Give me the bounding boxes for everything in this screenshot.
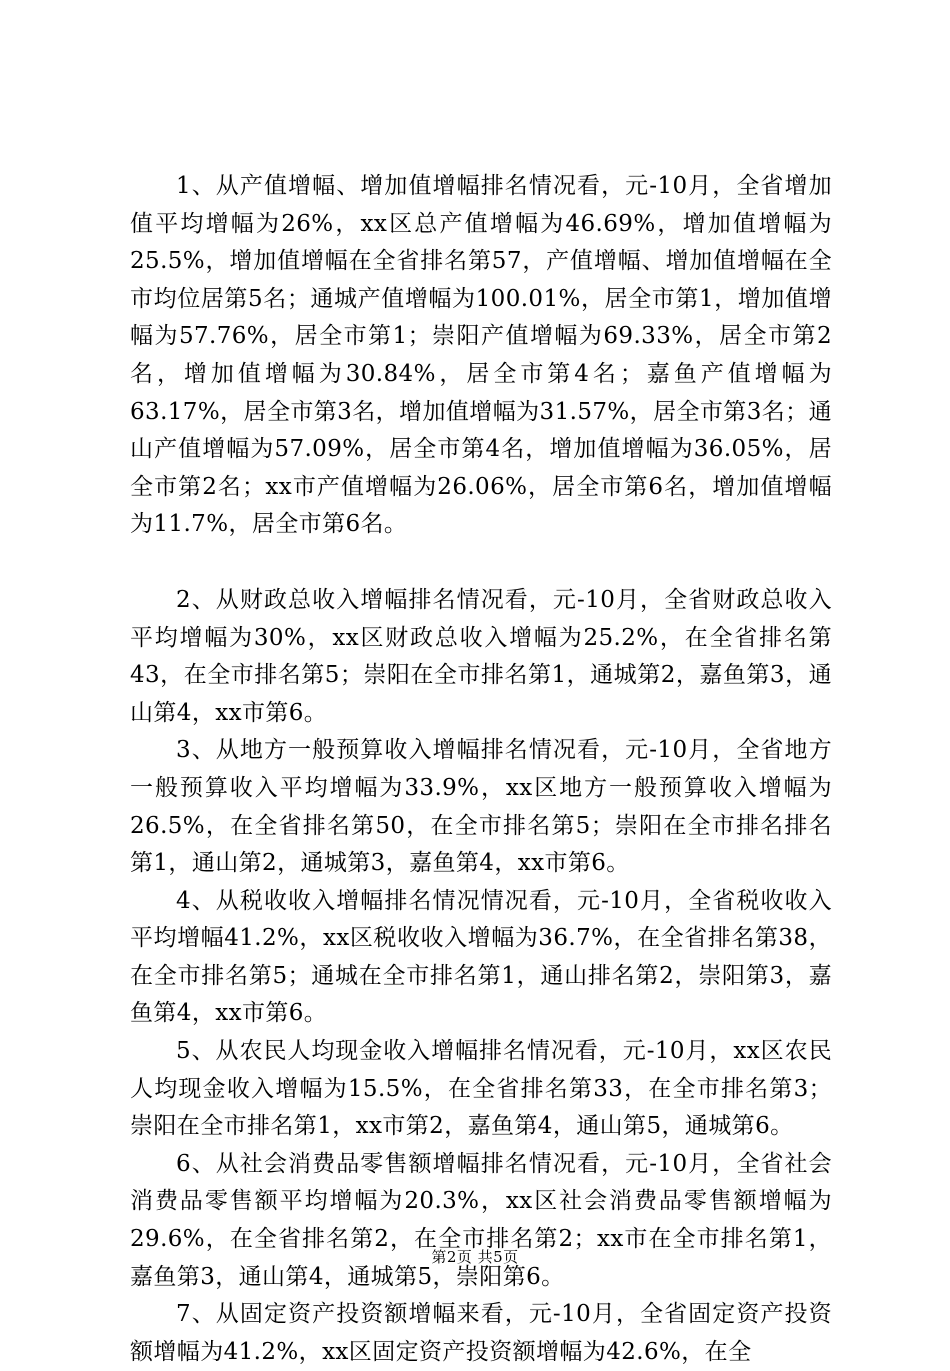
paragraph-7: 7、从固定资产投资额增幅来看，元-10月，全省固定资产投资额增幅为41.2%，xx区固定资产投资额增幅为42.6%，在全 [130,1301,832,1365]
paragraph-5: 5、从农民人均现金收入增幅排名情况看，元-10月，xx区农民人均现金收入增幅为15.5%，在全省排名第33，在全市排名第3；崇阳在全市排名第1，xx市第2，嘉鱼第4，通山第5，通城第6。 [130,1038,832,1140]
paragraph-3: 3、从地方一般预算收入增幅排名情况看，元-10月，全省地方一般预算收入平均增幅为33.9%，xx区地方一般预算收入增幅为26.5%，在全省排名第50，在全市排名第5；崇阳在全市排名排名第1，通山第2，通城第3，嘉鱼第4，xx市第6。 [130,737,832,877]
page-footer: 第2页 共5页 [431,1248,519,1266]
paragraph-6: 6、从社会消费品零售额增幅排名情况看，元-10月，全省社会消费品零售额平均增幅为20.3%，xx区社会消费品零售额增幅为29.6%，在全省排名第2，在全市排名第2；xx市在全市排名第1，嘉鱼第3，通山第4，通城第5，崇阳第6。 [130,1150,832,1290]
paragraph-1: 1、从产值增幅、增加值增幅排名情况看，元-10月，全省增加值平均增幅为26%，xx区总产值增幅为46.69%，增加值增幅为25.5%，增加值增幅在全省排名第57，产值增幅、增加值增幅在全市均位居第5名；通城产值增幅为100.01%，居全市第1，增加值增幅为57.76%，居全市第1；崇阳产值增幅为69.33%，居全市第2名，增加值增幅为30.84%，居全市第4名；嘉鱼产值增幅为63.17%，居全市第3名，增加值增幅为31.57%，居全市第3名；通山产值增幅为57.09%，居全市第4名，增加值增幅为36.05%，居全市第2名；xx市产值增幅为26.06%，居全市第6名，增加值增幅为11.7%，居全市第6名。 [130,173,832,538]
paragraph-2: 2、从财政总收入增幅排名情况看，元-10月，全省财政总收入平均增幅为30%，xx区财政总收入增幅为25.2%，在全省排名第43，在全市排名第5；崇阳在全市排名第1，通城第2，嘉鱼第3，通山第4，xx市第6。 [130,586,832,726]
paragraph-4: 4、从税收收入增幅排名情况情况看，元-10月，全省税收收入平均增幅41.2%，xx区税收收入增幅为36.7%，在全省排名第38，在全市排名第5；通城在全市排名第1，通山排名第2，崇阳第3，嘉鱼第4，xx市第6。 [130,887,832,1027]
document-body [130,168,832,1371]
paragraph-spacer [130,544,832,582]
